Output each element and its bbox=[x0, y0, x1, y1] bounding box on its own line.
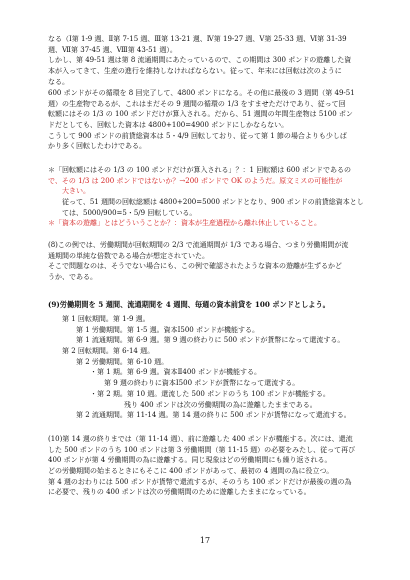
schedule-line: 第 2 回転期間。第 6-14 週。 bbox=[62, 347, 155, 356]
paragraph-week-14 bbox=[48, 434, 370, 498]
text-line: 第 4 週のおわりには 500 ポンドが貨幣で還流するが、そのうち 100 ポンドだけが最後の週の為 bbox=[48, 477, 352, 486]
annotation-note bbox=[48, 165, 370, 229]
text-line: そこで問題なのは、そうでない場合にも、この例で確認されたような資本の遊離が生ずるかど bbox=[48, 262, 342, 271]
text-line: に必要で、残りの 400 ポンドは次の労働期間のために遊離したままになっている。 bbox=[48, 488, 311, 497]
text-line-underlined: 転額にはその 1/3 の 100 ポンドだけが算入される。だから、51 週間の年間生産物は 5100 ポン bbox=[48, 110, 353, 119]
text-line: しかし、第 49-51 週は第 8 流通期間にあたっているので、この期間は 300 ポンドの遊離した資 bbox=[48, 56, 352, 65]
text-line: した 500 ポンドのうち 100 ポンドは第 3 労働期間（第 11-15 週）の必要をみたし、従って再び bbox=[48, 445, 356, 454]
schedule-line: 第 2 労働期間。第 6-10 週。 bbox=[76, 357, 169, 366]
text-line: 本が入ってきて、生産の進行を維持しなければならない。従って、年末には回転は次のように bbox=[48, 67, 342, 76]
schedule-line: 第 1 労働期間。第 1-5 週。資本Ⅰ500 ポンドが機能する。 bbox=[76, 325, 259, 334]
note-line: ＊「回転額にはその 1/3 の 100 ポンドだけが算入される」？：1 回転額は 600 ポンドであるの bbox=[48, 166, 352, 174]
text-line: 週、Ⅶ第 37-45 週、Ⅷ第 43-51 週）。 bbox=[48, 45, 177, 54]
text-line: (10)第 14 週の終りまでは（第 11-14 週）、前に遊離した 400 ポンドが機能する。次には、還流 bbox=[48, 435, 353, 443]
text-line: うか、である。 bbox=[48, 273, 97, 282]
text-line: 400 ポンドが第 4 労働期間の為に遊離する。同じ現象はどの労働期間にも繰り返される。 bbox=[48, 456, 332, 465]
note-line: 従って、51 週間の回転総額は 4800+200=5000 ポンドとなり、900 ポンドの前貸総資本とし bbox=[62, 198, 364, 207]
heading-text: (9)労働期間を 5 週間、流通期間を 4 週間、毎週の資本前貸を 100 ポンドとしよう。 bbox=[48, 300, 330, 309]
text-line-underlined: ドだとしても、回転した資本は 4800+100=4900 ポンドにしかならない。 bbox=[48, 121, 289, 130]
section-heading bbox=[48, 300, 370, 311]
text-line: なる（Ⅰ第 1-9 週、Ⅱ第 7-15 週、Ⅲ第 13-21 週、Ⅳ第 19-27 週、Ⅴ第 25-33 週、Ⅵ第 31-39 bbox=[48, 35, 347, 43]
text-line: (8)この例では、労働期間が回転期間の 2/3 で流通期間が 1/3 である場合、つまり労働期間が流 bbox=[48, 241, 349, 249]
schedule-list bbox=[48, 314, 370, 421]
schedule-line: 第 2 流通期間。第 11-14 週。第 14 週の終りに 500 ポンドが貨幣になって還流する。 bbox=[76, 411, 351, 420]
paragraph-capital-release bbox=[48, 240, 370, 283]
schedule-line: ・第 2 期。第 10 週。還流した 500 ポンドのうち 100 ポンドが機能する。 bbox=[90, 389, 330, 398]
note-line-red: で、その 1/3 は 200 ポンドではないか？→200 ポンドで OK のようだ。原文ミスの可能性が bbox=[48, 176, 343, 185]
text-line: 600 ポンドがその循環を 8 回完了して、4800 ポンドになる。その他に最後の 3 週間（第 49-51 bbox=[48, 89, 355, 97]
text-line-underlined: こうして 900 ポンドの前貸総資本は 5・4/9 回転しており、従って第 1 節の場合よりも少しば bbox=[48, 131, 347, 140]
paragraph-turnover-weeks bbox=[48, 34, 370, 87]
text-line: かり多く回転したわけである。 bbox=[48, 142, 146, 151]
text-line: どの労働期間の始まるときにもそこに 400 ポンドがあって、最初の 4 週間の為に役立つ。 bbox=[48, 467, 334, 476]
text-line: なる。 bbox=[48, 77, 69, 86]
note-line-red: 大きい。 bbox=[62, 187, 90, 196]
text-line: 週）の生産物であるが、これはまだその 9 週間の循環の 1/3 をすませただけであり、従って回 bbox=[48, 99, 346, 108]
schedule-line: 第 9 週の終わりに資本Ⅰ500 ポンドが貨幣になって還流する。 bbox=[104, 379, 300, 388]
paragraph-annual-turnover bbox=[48, 88, 370, 152]
schedule-line: 第 1 流通期間。第 6-9 週。第 9 週の終わりに 500 ポンドが貨幣になって還流する。 bbox=[76, 336, 345, 345]
text-line: 通期間の単純な倍数である場合が想定されていた。 bbox=[48, 251, 209, 260]
schedule-line: 第 1 回転期間。第 1-9 週。 bbox=[62, 315, 150, 323]
page-number: 17 bbox=[199, 536, 211, 545]
note-line: ては、5000/900=5・5/9 回転している。 bbox=[62, 208, 197, 217]
schedule-line: ・第 1 期。第 6-9 週。資本Ⅱ400 ポンドが機能する。 bbox=[90, 368, 261, 377]
note-line-red: ＊「資本の遊離」とはどういうことか？：資本が生産過程から離れ休止していること。 bbox=[48, 219, 321, 228]
schedule-line: 残り 400 ポンドは次の労働期間の為に遊離したままである。 bbox=[124, 400, 317, 409]
